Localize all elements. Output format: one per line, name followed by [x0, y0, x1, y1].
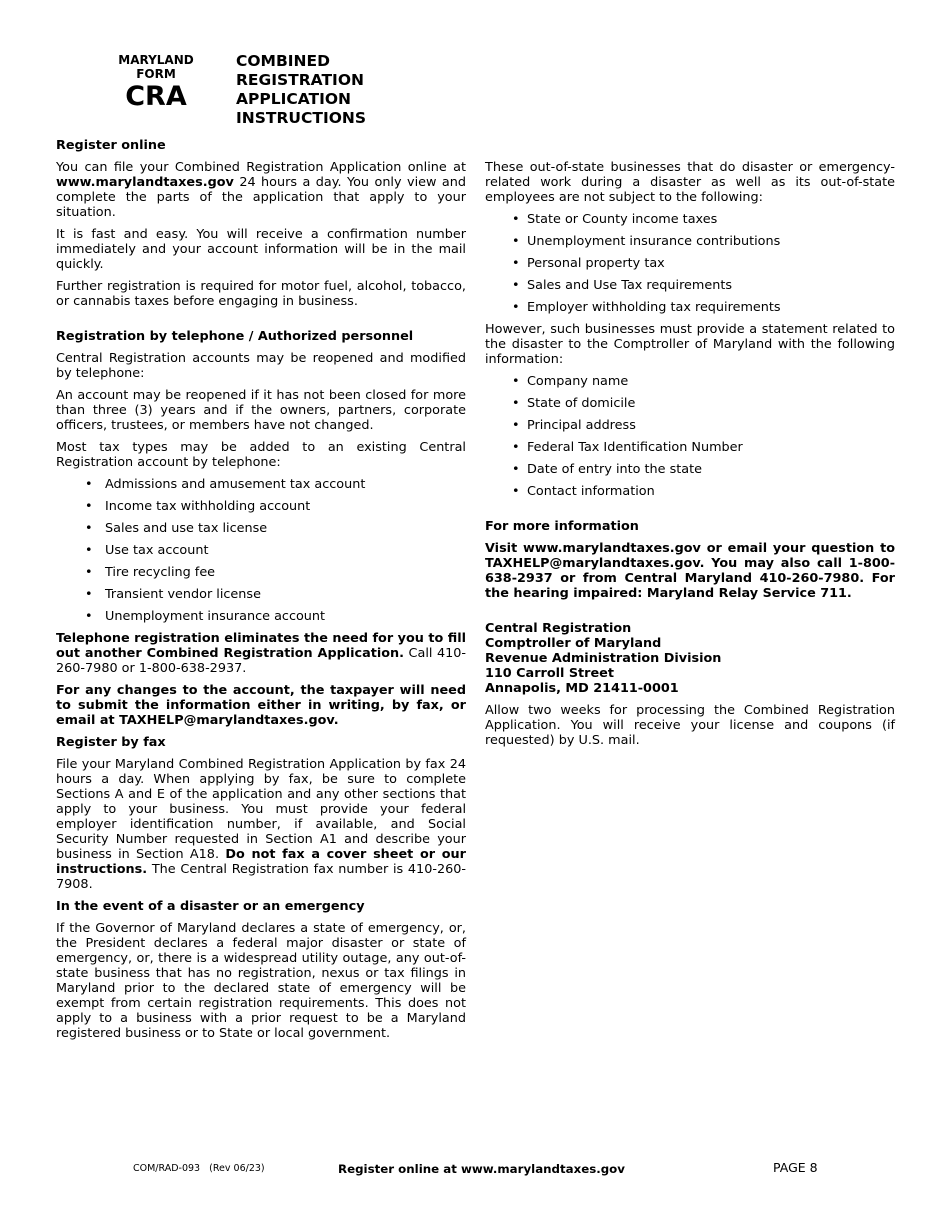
list-item: • Federal Tax Identification Number [512, 440, 743, 455]
state-label: MARYLAND [118, 53, 194, 67]
page-number: PAGE 8 [773, 1160, 818, 1175]
list-item: • Principal address [512, 418, 636, 433]
address-line: Central Registration [485, 621, 632, 636]
list-item: • Unemployment insurance contributions [512, 234, 781, 249]
exemption-intro: These out-of-state businesses that do disaster or emergency-related work during a disaster as well as its out-of-state employees are not subject to the following: [485, 160, 895, 205]
list-item: • Personal property tax [512, 256, 665, 271]
register-online-p3: Further registration is required for motor fuel, alcohol, tobacco, or cannabis taxes before engaging in business. [56, 279, 466, 309]
list-item: • Contact information [512, 484, 655, 499]
mailing-address [485, 621, 895, 696]
more-info-heading: For more information [485, 519, 639, 534]
address-line: Comptroller of Maryland [485, 636, 662, 651]
register-online-p1: You can file your Combined Registration Application online at www.marylandtaxes.gov 24 hours a day. You only view and complete the parts of the application that apply to your situation. [56, 160, 466, 220]
telephone-p3: Most tax types may be added to an existing Central Registration account by telephone: [56, 440, 466, 470]
right-column [485, 160, 895, 755]
telephone-p1: Central Registration accounts may be reopened and modified by telephone: [56, 351, 466, 381]
list-item: • Date of entry into the state [512, 462, 703, 477]
fax-p1: File your Maryland Combined Registration Application by fax 24 hours a day. When applying by fax, be sure to complete Sections A and E of the application and any other sections that apply to your business. You must provide your federal employer identification number, if available, and Social Security Number requested in Section A1 and describe your business in Section A18. Do not fax a cover sheet or our instructions. The Central Registration fax number is 410-260-7908. [56, 757, 466, 892]
title-line: INSTRUCTIONS [236, 109, 367, 127]
processing-note: Allow two weeks for processing the Combined Registration Application. You will receive your license and coupons (if requested) by U.S. mail. [485, 703, 895, 748]
register-online-heading: Register online [56, 138, 166, 153]
telephone-p4: Telephone registration eliminates the need for you to fill out another Combined Registration Application. Call 410-260-7980 or 1-800-638-2937. [56, 631, 466, 676]
telephone-heading: Registration by telephone / Authorized personnel [56, 329, 414, 344]
exemption-list [485, 212, 895, 315]
title-line: APPLICATION [236, 90, 352, 108]
title-line: COMBINED [236, 52, 330, 70]
form-code: CRA [125, 81, 187, 112]
telephone-tax-list [56, 477, 466, 624]
list-item: • Admissions and amusement tax account [85, 477, 366, 492]
more-info-text: Visit www.marylandtaxes.gov or email your question to TAXHELP@marylandtaxes.gov. You may also call 1-800-638-2937 or from Central Maryland 410-260-7980. For the hearing impaired: Maryland Relay Service 711. [485, 541, 895, 601]
list-item: • Use tax account [85, 543, 209, 558]
fax-heading: Register by fax [56, 735, 166, 750]
telephone-p2: An account may be reopened if it has not been closed for more than three (3) years and if the owners, partners, corporate officers, trustees, or members have not changed. [56, 388, 466, 433]
list-item: • State or County income taxes [512, 212, 718, 227]
form-label: FORM [136, 67, 176, 81]
list-item: • Income tax withholding account [85, 499, 311, 514]
list-item: • Unemployment insurance account [85, 609, 326, 624]
list-item: • Tire recycling fee [85, 565, 216, 580]
title-line: REGISTRATION [236, 71, 364, 89]
disaster-heading: In the event of a disaster or an emergency [56, 899, 365, 914]
disaster-p1: If the Governor of Maryland declares a state of emergency, or, the President declares a federal major disaster or state of emergency, or, there is a widespread utility outage, any out-of-state business that has no registration, nexus or tax filings in Maryland prior to the declared state of emergency will be exempt from certain registration requirements. This does not apply to a business with a prior request to be a Maryland registered business or to State or local government. [56, 921, 466, 1041]
left-column [56, 138, 466, 1048]
form-id-block [108, 53, 204, 112]
register-online-p2: It is fast and easy. You will receive a confirmation number immediately and your account information will be in the mail quickly. [56, 227, 466, 272]
list-item: • Company name [512, 374, 629, 389]
form-revision-code: COM/RAD-093 (Rev 06/23) [133, 1163, 265, 1174]
address-line: Revenue Administration Division [485, 651, 722, 666]
list-item: • Sales and Use Tax requirements [512, 278, 733, 293]
list-item: • Transient vendor license [85, 587, 261, 602]
list-item: • Employer withholding tax requirements [512, 300, 781, 315]
address-line: 110 Carroll Street [485, 666, 614, 681]
address-line: Annapolis, MD 21411-0001 [485, 681, 679, 696]
list-item: • Sales and use tax license [85, 521, 268, 536]
telephone-p5: For any changes to the account, the taxpayer will need to submit the information either in writing, by fax, or email at TAXHELP@marylandtaxes.gov. [56, 683, 466, 728]
website-link[interactable]: www.marylandtaxes.gov [56, 175, 234, 190]
page-title [236, 52, 366, 128]
statement-info-list [485, 374, 895, 499]
footer-register-online: Register online at www.marylandtaxes.gov [338, 1162, 625, 1176]
statement-intro: However, such businesses must provide a statement related to the disaster to the Comptroller of Maryland with the following information: [485, 322, 895, 367]
list-item: • State of domicile [512, 396, 636, 411]
